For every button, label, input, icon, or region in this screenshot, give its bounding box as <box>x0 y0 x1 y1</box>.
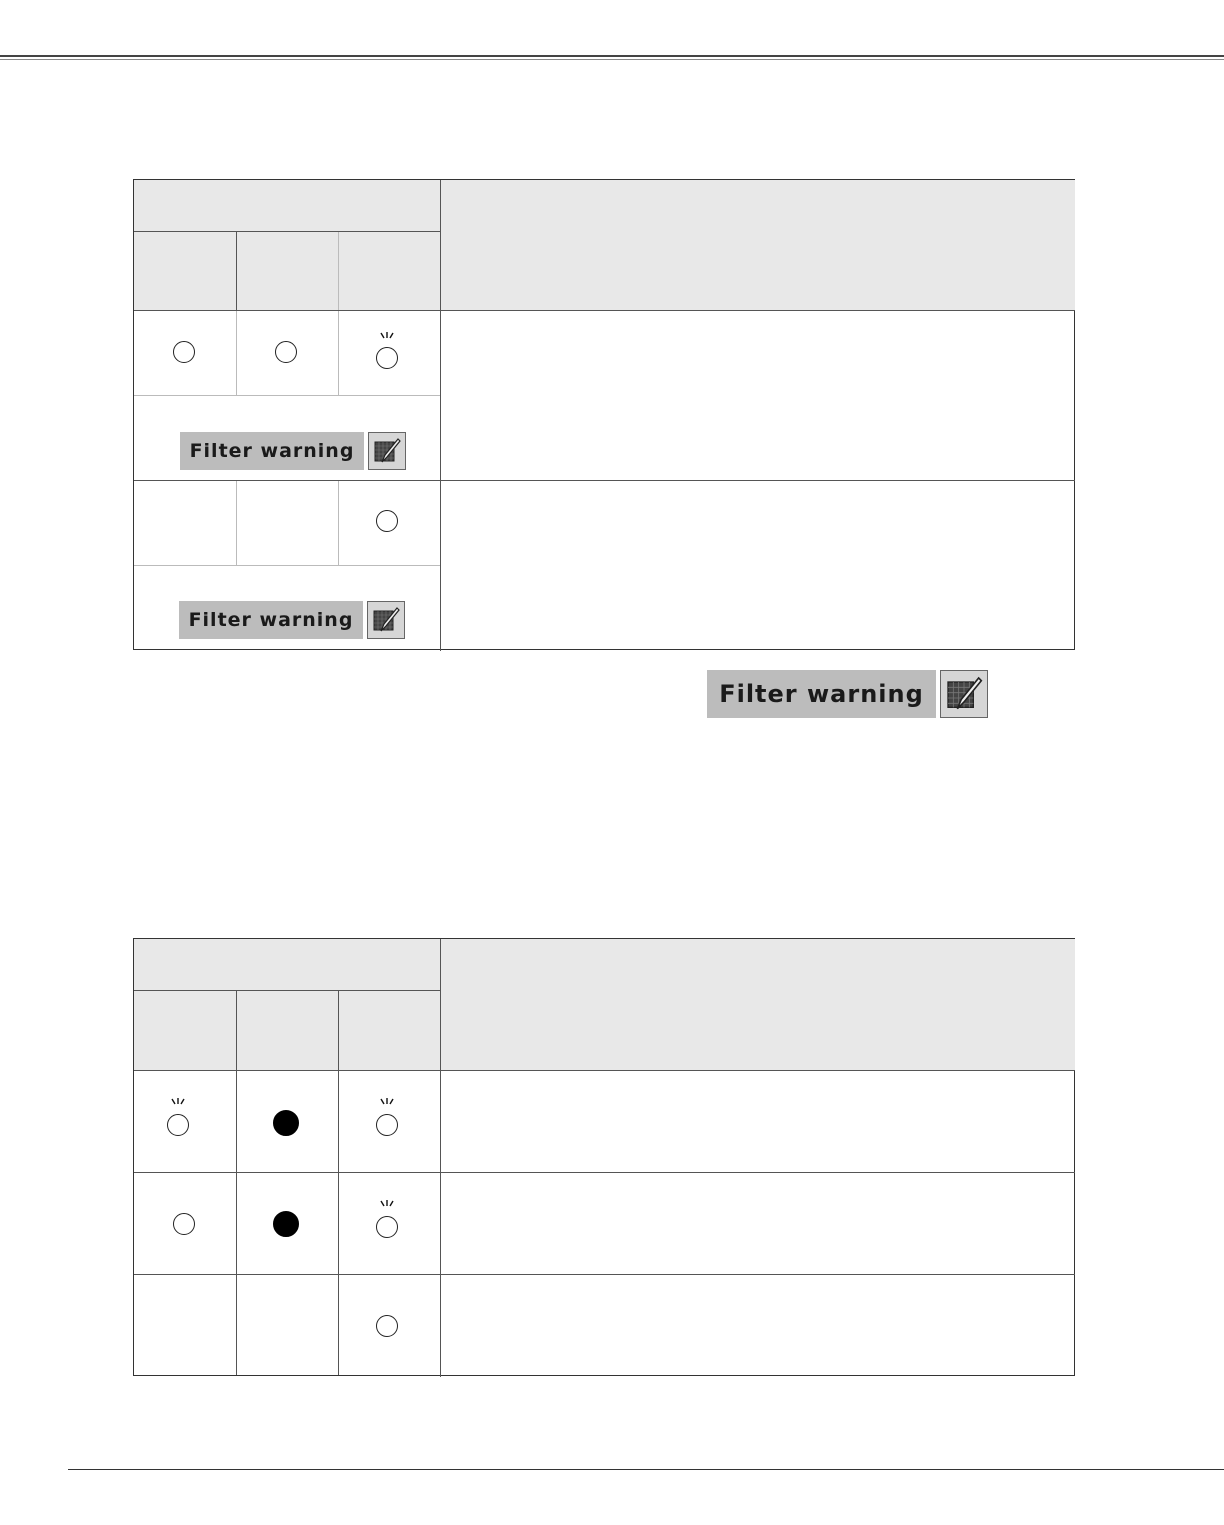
led-blinking-icon <box>376 347 398 369</box>
led-off-icon <box>173 1213 195 1235</box>
led-blinking-icon <box>376 1114 398 1136</box>
led-blink-rays-icon <box>373 331 401 343</box>
indicator-table-2 <box>133 938 1075 1376</box>
indicator-table-1 <box>133 179 1075 650</box>
filter-warning-label: Filter warning <box>707 670 936 718</box>
header-rule <box>0 55 1224 57</box>
table-2-row-3-description <box>441 1275 1075 1375</box>
footer-rule <box>68 1469 1224 1470</box>
filter-pencil-icon <box>368 432 406 470</box>
led-blinking-icon <box>167 1114 189 1136</box>
filter-pencil-icon <box>940 670 988 718</box>
led-blink-rays-icon <box>164 1097 192 1109</box>
filter-warning-label: Filter warning <box>179 601 363 639</box>
led-off-icon <box>376 1315 398 1337</box>
table-2-row-1-description <box>441 1071 1075 1172</box>
led-blink-rays-icon <box>373 1097 401 1109</box>
led-on-icon <box>273 1211 299 1237</box>
filter-warning-label: Filter warning <box>180 432 364 470</box>
table-1-row-2-description <box>441 481 1075 651</box>
filter-warning-badge <box>179 601 405 639</box>
led-on-icon <box>273 1110 299 1136</box>
led-blinking-icon <box>376 1216 398 1238</box>
filter-pencil-icon <box>367 601 405 639</box>
table-2-header-description <box>441 939 1075 1070</box>
led-off-icon <box>173 341 195 363</box>
filter-warning-badge-large <box>707 670 988 718</box>
table-1-header-description <box>441 180 1075 310</box>
table-1-row-1-description <box>441 311 1075 480</box>
table-2-row-2-description <box>441 1173 1075 1274</box>
table-2-header-indicators <box>134 939 440 1070</box>
header-rule-thin <box>0 59 1224 60</box>
led-off-icon <box>376 510 398 532</box>
filter-warning-badge <box>180 432 406 470</box>
led-blink-rays-icon <box>373 1199 401 1211</box>
table-1-header-indicators <box>134 180 440 310</box>
led-off-icon <box>275 341 297 363</box>
